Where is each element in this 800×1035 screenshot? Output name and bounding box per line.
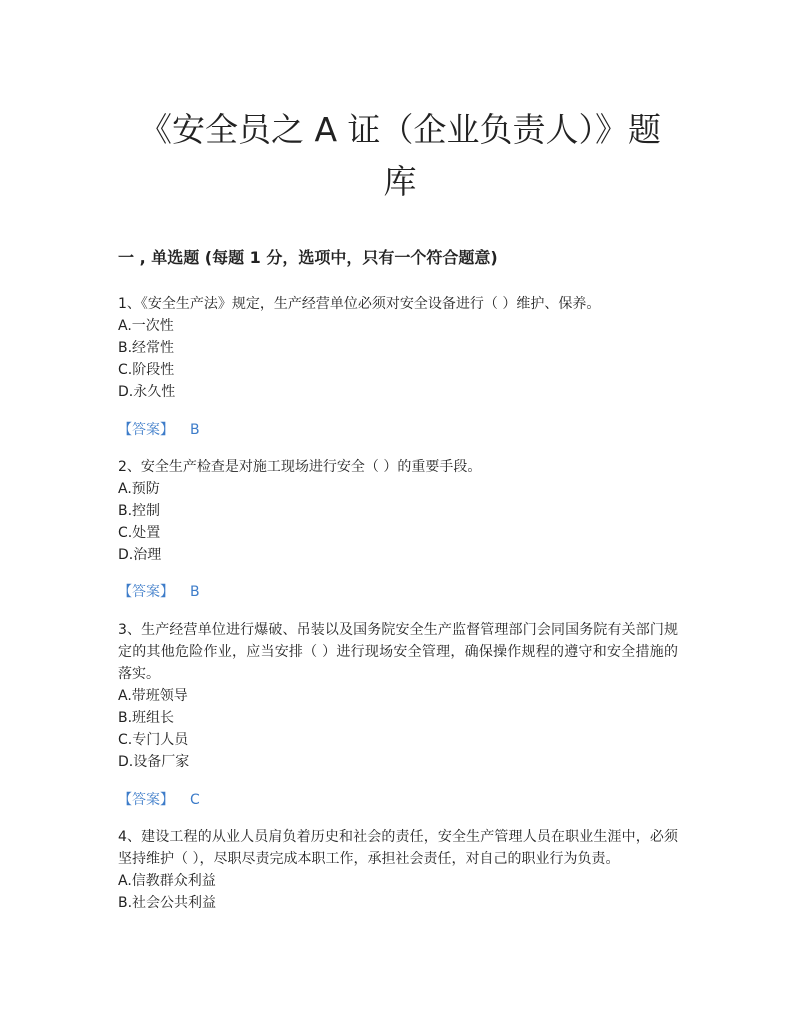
answer-label: 【答案】 — [118, 584, 174, 600]
document-title-line2: 库 — [383, 162, 417, 201]
option-a: A.一次性 — [118, 318, 174, 334]
question-2 — [118, 456, 678, 566]
option-d: D.设备厂家 — [118, 754, 190, 770]
option-c: C.阶段性 — [118, 362, 175, 378]
answer-value: C — [190, 792, 200, 808]
question-stem: 1、《安全生产法》规定，生产经营单位必须对安全设备进行（ ）维护、保养。 — [118, 296, 601, 312]
answer-value: B — [190, 422, 200, 438]
option-c: C.专门人员 — [118, 732, 189, 748]
option-d: D.永久性 — [118, 384, 176, 400]
document-title-line1: 《安全员之 A 证（企业负责人）》题 — [138, 110, 662, 149]
option-a: A.带班领导 — [118, 688, 188, 704]
question-stem: 4、建设工程的从业人员肩负着历史和社会的责任，安全生产管理人员在职业生涯中，必须坚持维护（ ），尽职尽责完成本职工作，承担社会责任，对自己的职业行为负责。 — [118, 829, 678, 867]
answer-2 — [118, 581, 200, 603]
question-1 — [118, 293, 678, 403]
answer-3 — [118, 789, 200, 811]
option-c: C.处置 — [118, 525, 161, 541]
option-b: B.经常性 — [118, 340, 175, 356]
question-stem: 2、安全生产检查是对施工现场进行安全（ ）的重要手段。 — [118, 459, 482, 475]
document-title — [100, 104, 700, 208]
answer-label: 【答案】 — [118, 792, 174, 808]
question-3 — [118, 619, 678, 773]
option-b: B.社会公共利益 — [118, 895, 217, 911]
answer-value: B — [190, 584, 200, 600]
option-b: B.控制 — [118, 503, 161, 519]
question-stem: 3、生产经营单位进行爆破、吊装以及国务院安全生产监督管理部门会同国务院有关部门规定的其他危险作业，应当安排（ ）进行现场安全管理，确保操作规程的遵守和安全措施的落实。 — [118, 622, 678, 682]
option-a: A.信教群众利益 — [118, 873, 216, 889]
answer-1 — [118, 419, 200, 441]
answer-label: 【答案】 — [118, 422, 174, 438]
option-b: B.班组长 — [118, 710, 175, 726]
option-a: A.预防 — [118, 481, 160, 497]
option-d: D.治理 — [118, 547, 162, 563]
section-heading: 一 , 单选题 (每题 1 分，选项中，只有一个符合题意) — [118, 248, 498, 267]
question-4 — [118, 826, 678, 914]
